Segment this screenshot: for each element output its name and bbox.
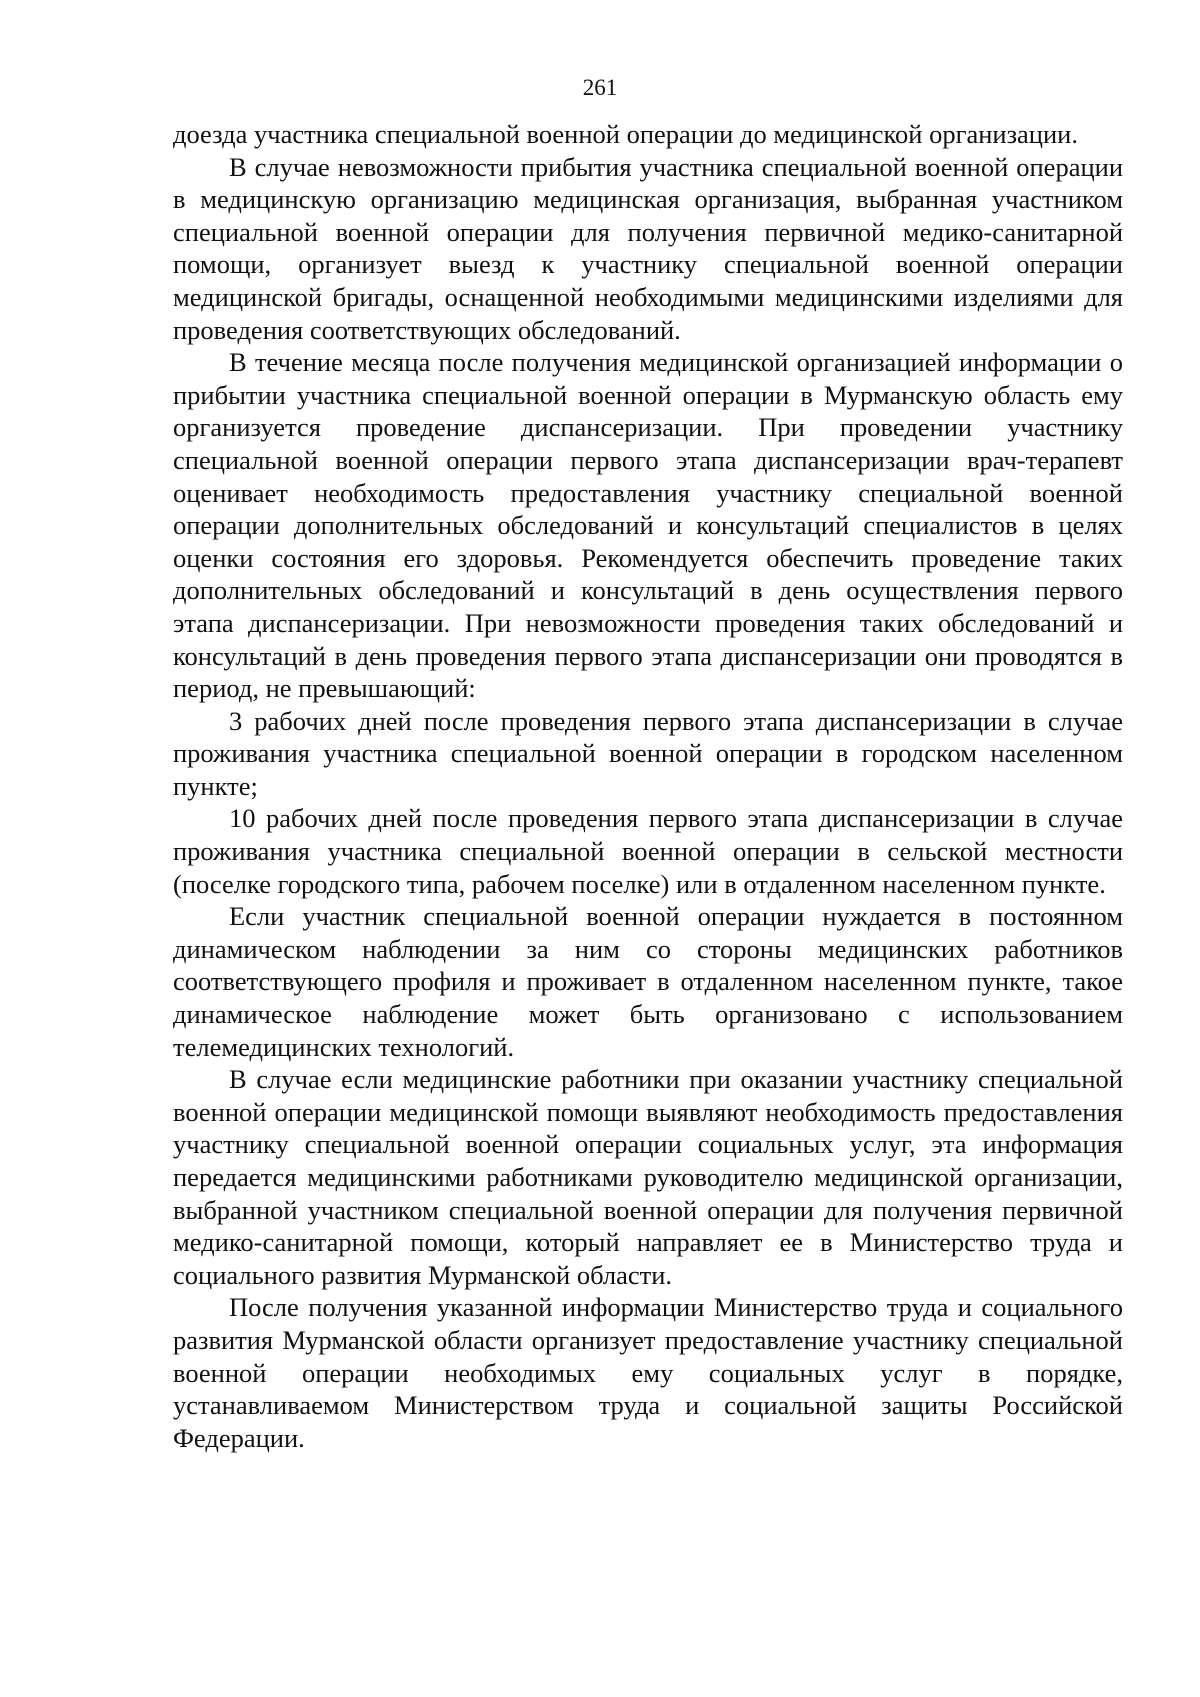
page-number: 261 [582, 75, 618, 100]
paragraph-ministry-action: После получения указанной информации Министерство труда и социального развития Мурманской области организует предоставление участнику специальной военной операции необходимых ему социальных услуг в порядке, устанавливаемом Министерством труда и социальной защиты Российской Федерации. [173, 1292, 1123, 1453]
paragraph-urban-term: 3 рабочих дней после проведения первого этапа диспансеризации в случае проживания участника специальной военной операции в городском населенном пункте; [173, 705, 1123, 801]
paragraph-dispensary-exam: В течение месяца после получения медицинской организацией информации о прибытии участника специальной военной операции в Мурманскую область ему организуется проведение диспансеризации. При проведении участнику специальной военной операции первого этапа диспансеризации врач-терапевт оценивает необходимость предоставления участнику специальной военной операции дополнительных обследований и консультаций специалистов в целях оценки состояния его здоровья. Рекомендуется обеспечить проведение таких дополнительных обследований и консультаций в день осуществления первого этапа диспансеризации. При невозможности проведения таких обследований и консультаций в день проведения первого этапа диспансеризации они проводятся в период, не превышающий: [173, 347, 1123, 704]
paragraph-rural-term: 10 рабочих дней после проведения первого этапа диспансеризации в случае проживания участника специальной военной операции в сельской местности (поселке городского типа, рабочем поселке) или в отдаленном населенном пункте. [173, 803, 1123, 899]
paragraph-home-visit: В случае невозможности прибытия участника специальной военной операции в медицинскую организацию медицинская организация, выбранная участником специальной военной операции для получения первичной медико-санитарной помощи, организует выезд к участнику специальной военной операции медицинской бригады, оснащенной необходимыми медицинскими изделиями для проведения соответствующих обследований. [173, 151, 1123, 345]
paragraph-continuation: доезда участника специальной военной операции до медицинской организации. [173, 119, 1078, 149]
document-body [173, 118, 1123, 1454]
paragraph-social-services: В случае если медицинские работники при оказании участнику специальной военной операции медицинской помощи выявляют необходимость предоставления участнику специальной военной операции социальных услуг, эта информация передается медицинскими работниками руководителю медицинской организации, выбранной участником специальной военной операции для получения первичной медико-санитарной помощи, который направляет ее в Министерство труда и социального развития Мурманской области. [173, 1064, 1123, 1290]
paragraph-telemedicine: Если участник специальной военной операции нуждается в постоянном динамическом наблюдении за ним со стороны медицинских работников соответствующего профиля и проживает в отдаленном населенном пункте, такое динамическое наблюдение может быть организовано с использованием телемедицинских технологий. [173, 901, 1123, 1062]
